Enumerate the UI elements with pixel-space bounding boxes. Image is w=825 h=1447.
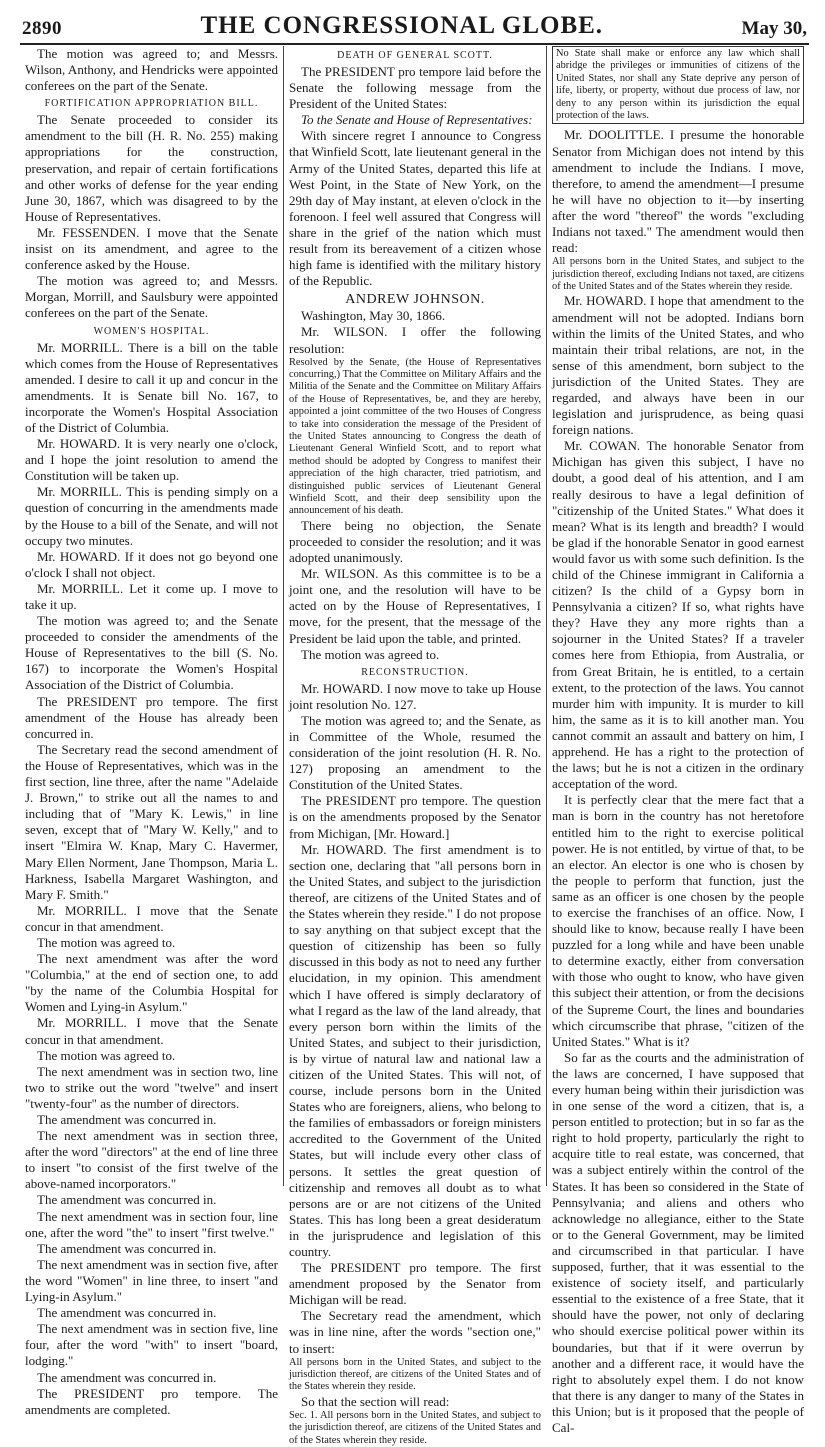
section-heading-womens-hospital: WOMEN'S HOSPITAL. <box>93 325 210 337</box>
paragraph: The Secretary read the amendment, which was in line nine, after the words "section one," to insert: <box>289 1308 541 1356</box>
section-heading-death-of-general-scott: DEATH OF GENERAL SCOTT. <box>337 50 493 61</box>
paragraph: Mr. HOWARD. If it does not go beyond one o'clock I shall not object. <box>25 548 278 580</box>
newspaper-title: THE CONGRESSIONAL GLOBE. <box>200 12 604 39</box>
column-2 <box>283 46 546 1446</box>
paragraph: Mr. WILSON. As this committee is to be a joint one, and the resolution will have to be acted on by the House of Representatives, I move, for the present, that the message of the President be laid upon the table, and printed. <box>289 566 541 646</box>
newspaper-page <box>20 6 809 1446</box>
paragraph: The motion was agreed to; and Messrs. Morgan, Morrill, and Saulsbury were appointed conferees on the part of the Senate. <box>25 273 278 321</box>
section-text-continued: No State shall make or enforce any law which shall abridge the privileges or immunities of citizens of the United States, nor shall any State deprive any person of life, liberty, or property, without due process of law, nor deny to any person within its jurisdiction the equal protection of the laws. <box>552 46 804 124</box>
page-header <box>20 6 809 45</box>
paragraph: The next amendment was in section four, line one, after the word "the" to insert "first twelve." <box>25 1208 278 1240</box>
paragraph: The amendment was concurred in. <box>37 1305 217 1321</box>
paragraph: The next amendment was in section two, line two to strike out the word "twelve" and insert "twenty-four" as the number of directors. <box>25 1063 278 1111</box>
section-heading-reconstruction: RECONSTRUCTION. <box>361 666 469 678</box>
paragraph: Mr. HOWARD. I now move to take up House joint resolution No. 127. <box>289 680 541 712</box>
amendment-text: All persons born in the United States, and subject to the jurisdiction thereof, are citizens of the United States and of the States wherein they reside. <box>289 1356 541 1393</box>
paragraph: The PRESIDENT pro tempore laid before the Senate the following message from the President of the United States: <box>289 64 541 112</box>
paragraph: The motion was agreed to; and Messrs. Wilson, Anthony, and Hendricks were appointed conferees on the part of the Senate. <box>25 46 278 94</box>
amendment-text: All persons born in the United States, and subject to the jurisdiction thereof, excluding Indians not taxed, are citizens of the United States and of the States wherein they reside. <box>552 256 804 292</box>
paragraph: With sincere regret I announce to Congress that Winfield Scott, late lieutenant general in the Army of the United States, departed this life at West Point, in the State of New York, on the 29th day of May instant, at eleven o'clock in the forenoon. I feel well assured that Congress will share in the grief of the nation which must result from its bereavement of a citizen whose high fame is identified with the military history of the Republic. <box>289 128 541 289</box>
paragraph: The motion was agreed to. <box>37 1047 176 1063</box>
paragraph: The amendment was concurred in. <box>37 1369 217 1385</box>
paragraph: It is perfectly clear that the mere fact that a man is born in the country has not heretofore entitled him to the right to exercise political power. He is not entitled, by virtue of that, to be an elector. An elector is one who is chosen by the people to perform that function, just the same as an officer is one chosen by the people to exercise the franchises of an office. Now, I should like to know, because really I have been puzzled for a long while and have been unable to determine exactly, either from conversation with those who ought to know, who have given this subject their attention, or from the decisions of the Supreme Court, the lines and boundaries which circumscribe that phrase, "citizen of the United States." What is it? <box>552 792 804 1049</box>
paragraph: Mr. MORRILL. Let it come up. I move to take it up. <box>25 580 278 612</box>
paragraph: Mr. DOOLITTLE. I presume the honorable Senator from Michigan does not intend by this amendment to include the Indians. I move, therefore, to amend the amendment—I presume he will have no objection to it—by inserting after the word "thereof" the words "excluding Indians not taxed." The amendment would then read: <box>552 127 804 256</box>
section-text: Sec. 1. All persons born in the United States, and subject to the jurisdiction thereof, are citizens of the United States and of the States wherein they reside. <box>289 1409 541 1446</box>
section-heading-fortification: FORTIFICATION APPROPRIATION BILL. <box>44 98 259 110</box>
paragraph: Mr. MORRILL. This is pending simply on a question of concurring in the amendments made by the House to a bill of the Senate, and will not occupy two minutes. <box>25 484 278 548</box>
paragraph: The amendment was concurred in. <box>37 1240 217 1256</box>
paragraph: So far as the courts and the administration of the laws are concerned, I have supposed that every human being within their jurisdiction was in one sense of the word a citizen, that is, a person entitled to protection; but in so far as the right to hold property, particularly the right to acquire title to real estate, was concerned, that was a subject entirely within the control of the States. It has been so considered in the State of Pennsylvania; and aliens and others who acknowledge no allegiance, either to the State or to the General Government, may be limited and circumscribed in that particular. I have supposed, further, that it was essential to the existence of society itself, and particularly essential to the existence of a free State, that it should have the power, not only of declaring who should exercise political power within its boundaries, but that if it were overrun by another and a different race, it would have the right to absolutely expel them. I do not know that there is any danger to many of the States in this Union; but is it proposed that the people of Cal- <box>552 1049 804 1435</box>
paragraph: The Senate proceeded to consider its amendment to the bill (H. R. No. 255) making appropriations for the construction, preservation, and repair of certain fortifications and other works of defense for the year ending June 30, 1867, which was disagreed to by the House of Representatives. <box>25 112 278 224</box>
paragraph: Mr. HOWARD. I hope that amendment to the amendment will not be adopted. Indians born within the limits of the United States, and who maintain their tribal relations, are not, in the sense of this amendment, born subject to the jurisdiction of the United States. They are regarded, and always have been in our legislation and jurisprudence, as being quasi foreign nations. <box>552 293 804 438</box>
paragraph: The PRESIDENT pro tempore. The amendments are completed. <box>25 1385 278 1417</box>
paragraph: The amendment was concurred in. <box>37 1112 217 1127</box>
paragraph: Mr. MORRILL. There is a bill on the table which comes from the House of Representatives amended. I desire to call it up and concur in the amendments. It is Senate bill No. 167, to incorporate the Women's Hospital Association of the District of Columbia. <box>25 339 278 435</box>
paragraph: Mr. COWAN. The honorable Senator from Michigan has given this subject, I have no doubt, a good deal of his attention, and I am really desirous to have a legal definition of "citizenship of the United States." What does it mean? What is its length and breadth? I would be glad if the honorable Senator in good earnest would favor us with some such definition. Is the child of the Chinese immigrant in California a citizen? Is the child of a Gypsy born in Pennsylvania a citizen? If so, what rights have they? Have they any more rights than a sojourner in the United States? If a traveler comes here from Ethiopia, from Australia, or from Great Britain, he is entitled, to a certain extent, to the protection of the laws. You cannot murder him with impunity. It is murder to kill him, the same as it is to kill another man. You cannot commit an assault and battery on him, I apprehend. He has a right to the protection of the laws; but he is not a citizen in the ordinary acceptation of the word. <box>552 438 804 792</box>
resolution-text: Resolved by the Senate, (the House of Representatives concurring,) That the Committee on Military Affairs and the Militia of the Senate and the Committee on Military Affairs of the House of Representatives, be, and they are hereby, appointed a joint committee of the two Houses of Congress to take into consideration the message of the President of the United States announcing to Congress the death of Lieutenant General Winfield Scott, and to report what method should be adopted by Congress to manifest their appreciation of the high character, tried patriotism, and distinguished public services of Lieutenant General Winfield Scott, and their deep sensibility upon the announcement of his death. <box>289 356 541 517</box>
text-columns <box>20 46 809 1446</box>
column-3 <box>546 46 809 1435</box>
paragraph: Mr. FESSENDEN. I move that the Senate insist on its amendment, and agree to the conference asked by the House. <box>25 224 278 273</box>
paragraph: The motion was agreed to. <box>37 934 176 950</box>
column-1 <box>20 46 283 1417</box>
paragraph: Mr. HOWARD. The first amendment is to section one, declaring that "all persons born in the United States, and subject to the jurisdiction thereof, are citizens of the United States and of the States wherein they reside." I do not propose to say anything on that subject except that the question of citizenship has been so fully discussed in this body as not to need any further elucidation, in my opinion. This amendment which I have offered is simply declaratory of what I regard as the law of the land already, that every person born within the limits of the United States, and subject to their jurisdiction, is by virtue of natural law and national law a citizen of the United States. This will not, of course, include persons born in the United States who are foreigners, aliens, who belong to the families of embassadors or foreign ministers accredited to the Government of the United States, but will include every other class of persons. It settles the great question of citizenship and removes all doubt as to what persons are or are not citizens of the United States. This has long been a great desideratum in the jurisprudence and legislation of this country. <box>289 841 541 1259</box>
paragraph: Mr. MORRILL. I move that the Senate concur in that amendment. <box>25 902 278 934</box>
page-number: 2890 <box>22 18 62 39</box>
paragraph: The motion was agreed to; and the Senate, as in Committee of the Whole, resumed the consideration of the joint resolution (H. R. No. 127) proposing an amendment to the Constitution of the United States. <box>289 712 541 793</box>
paragraph: The next amendment was in section five, after the word "Women" in line three, to insert "and Lying-in Asylum." <box>25 1256 278 1305</box>
paragraph: The motion was agreed to. <box>301 646 440 662</box>
paragraph: The PRESIDENT pro tempore. The question is on the amendments proposed by the Senator from Michigan, [Mr. Howard.] <box>289 793 541 841</box>
paragraph: Mr. HOWARD. It is very nearly one o'clock, and I hope the joint resolution to amend the Constitution will be taken up. <box>25 436 278 484</box>
issue-date: May 30, <box>741 18 807 39</box>
paragraph: The Secretary read the second amendment of the House of Representatives, which was in the first section, line three, after the name "Adelaide J. Brown," to strike out all the names to and including that of "Mary K. Lewis," in line seven, except that of "Mary W. Kelly," and to insert "Elmira W. Knap, Mary C. Havermer, Mary Ellen Norment, Jane Thompson, Maria L. Harkness, Isabella Margaret Washington, and Mary F. Smith." <box>25 741 278 902</box>
salutation: To the Senate and House of Representatives: <box>301 112 533 128</box>
paragraph: The next amendment was after the word "Columbia," at the end of section one, to add "by the name of the Columbia Hospital for Women and Lying-in Asylum." <box>25 951 278 1015</box>
paragraph: The next amendment was in section five, line four, after the word "with" to insert "board, lodging." <box>25 1321 278 1369</box>
paragraph: The motion was agreed to; and the Senate proceeded to consider the amendments of the House of Representatives to the bill (S. No. 167) to incorporate the Women's Hospital Association of the District of Columbia. <box>25 613 278 693</box>
paragraph: The PRESIDENT pro tempore. The first amendment of the House has already been concurred in. <box>25 693 278 741</box>
paragraph: The next amendment was in section three, after the word "directors" at the end of line three to insert "to consist of the first twelve of the above-named incorporators." <box>25 1128 278 1192</box>
dateline: Washington, May 30, 1866. <box>301 308 446 324</box>
paragraph: So that the section will read: <box>301 1393 450 1409</box>
paragraph: There being no objection, the Senate proceeded to consider the resolution; and it was adopted unanimously. <box>289 517 541 566</box>
paragraph: The amendment was concurred in. <box>37 1192 217 1208</box>
paragraph: Mr. WILSON. I offer the following resolution: <box>289 324 541 356</box>
signature-andrew-johnson: ANDREW JOHNSON. <box>345 292 485 308</box>
paragraph: The PRESIDENT pro tempore. The first amendment proposed by the Senator from Michigan will be read. <box>289 1260 541 1308</box>
paragraph: Mr. MORRILL. I move that the Senate concur in that amendment. <box>25 1015 278 1047</box>
